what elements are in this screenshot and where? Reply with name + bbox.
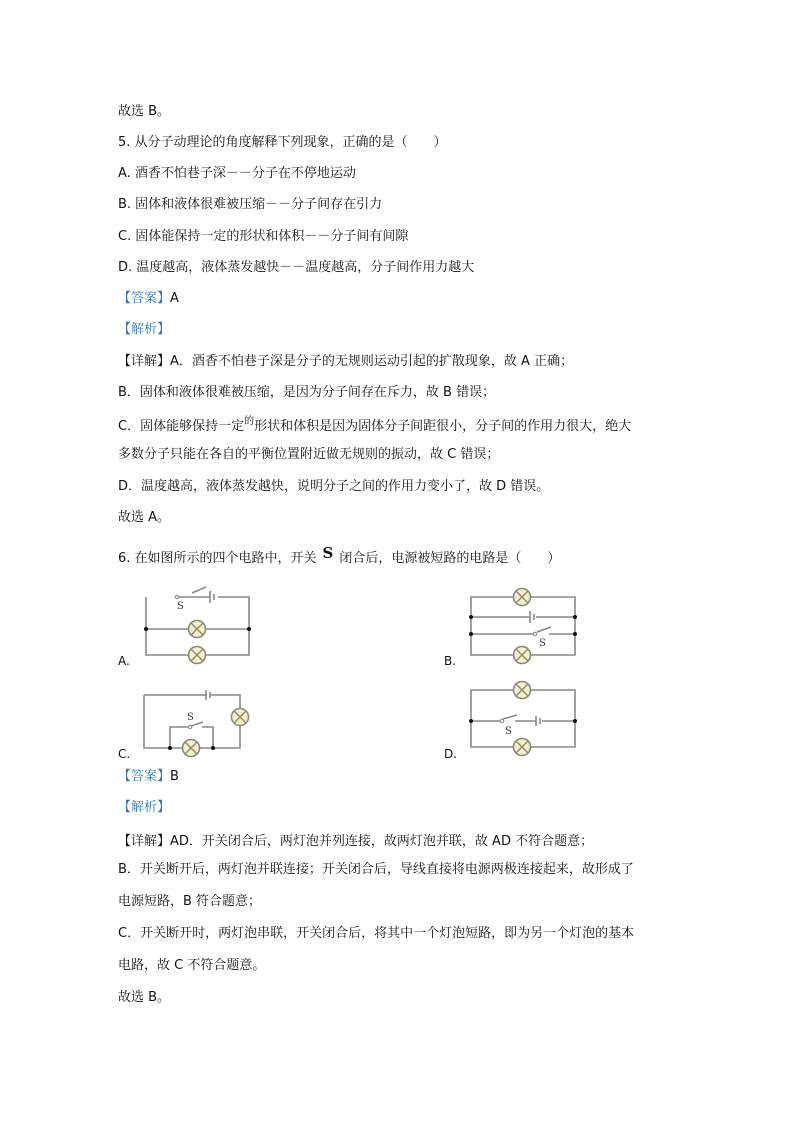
detail-c-q6: C．开关断开时，两灯泡串联，开关闭合后，将其中一个灯泡短路，即为另一个灯泡的基本 (118, 926, 635, 941)
answer-value: A (170, 291, 179, 306)
answer-tag: 【答案】 (118, 291, 171, 306)
answer-value: B (170, 769, 179, 784)
option-a: A. 酒香不怕巷子深－－分子在不停地运动 (118, 166, 356, 181)
detail-c-q6-cont: 电路，故 C 不符合题意。 (118, 958, 266, 973)
conclusion-prev: 故选 B。 (118, 104, 171, 119)
option-label-a: A. (118, 654, 130, 668)
conclusion-q6: 故选 B。 (118, 990, 171, 1005)
analysis-tag-q6: 【解析】 (118, 800, 171, 815)
option-d: D. 温度越高，液体蒸发越快－－温度越高，分子间作用力越大 (118, 260, 475, 275)
option-label-c: C. (118, 747, 131, 761)
conclusion-q5: 故选 A。 (118, 510, 171, 525)
svg-text:S: S (187, 712, 194, 723)
detail-a-text: A．酒香不怕巷子深是分子的无规则运动引起的扩散现象，故 A 正确； (170, 354, 574, 369)
answer-tag: 【答案】 (118, 769, 171, 784)
stem-part1: 6. 在如图所示的四个电路中，开关 (118, 551, 317, 566)
answer-line-q6 (118, 768, 179, 786)
detail-b: B．固体和液体很难被压缩，是因为分子间存在斥力，故 B 错误； (118, 385, 496, 400)
option-label-b: B. (444, 654, 457, 668)
circuit-a (144, 587, 251, 664)
lamp-icon (189, 621, 206, 638)
detail-c-sup: 的 (244, 416, 255, 427)
detail-ad-text: AD．开关闭合后，两灯泡并列连接，故两灯泡并联，故 AD 不符合题意； (170, 834, 594, 849)
option-c: C. 固体能保持一定的形状和体积－－分子间有间隙 (118, 229, 409, 244)
svg-text:S: S (539, 638, 546, 649)
analysis-tag: 【解析】 (118, 322, 171, 337)
detail-c-part1: C．固体能够保持一定 (118, 419, 245, 434)
detail-d: D．温度越高，液体蒸发越快，说明分子之间的作用力变小了，故 D 错误。 (118, 479, 550, 494)
detail-b-q6-cont: 电源短路，B 符合题意； (118, 894, 262, 909)
option-label-d: D. (444, 747, 458, 761)
switch-label: S (177, 601, 184, 612)
detail-tag: 【详解】 (118, 834, 171, 849)
option-b: B. 固体和液体很难被压缩－－分子间存在引力 (118, 197, 383, 212)
switch-symbol: S (322, 544, 334, 562)
detail-b-q6: B．开关断开后，两灯泡并联连接；开关闭合后，导线直接将电源两极连接起来，故形成了 (118, 862, 634, 877)
detail-tag: 【详解】 (118, 354, 171, 369)
circuit-c (144, 690, 249, 757)
detail-c-part2: 形状和体积是因为固体分子间距很小，分子间的作用力很大，绝大 (254, 419, 632, 434)
lamp-icon (189, 647, 206, 664)
question-5-stem: 5. 从分子动理论的角度解释下列现象，正确的是（ ） (118, 135, 447, 150)
detail-c-cont: 多数分子只能在各自的平衡位置附近做无规则的振动，故 C 错误； (118, 447, 500, 462)
detail-ad (118, 833, 593, 851)
circuit-b (469, 589, 577, 664)
stem-part2: 闭合后，电源被短路的电路是（ ） (339, 551, 561, 566)
circuit-d (469, 682, 577, 756)
svg-text:S: S (505, 726, 512, 737)
